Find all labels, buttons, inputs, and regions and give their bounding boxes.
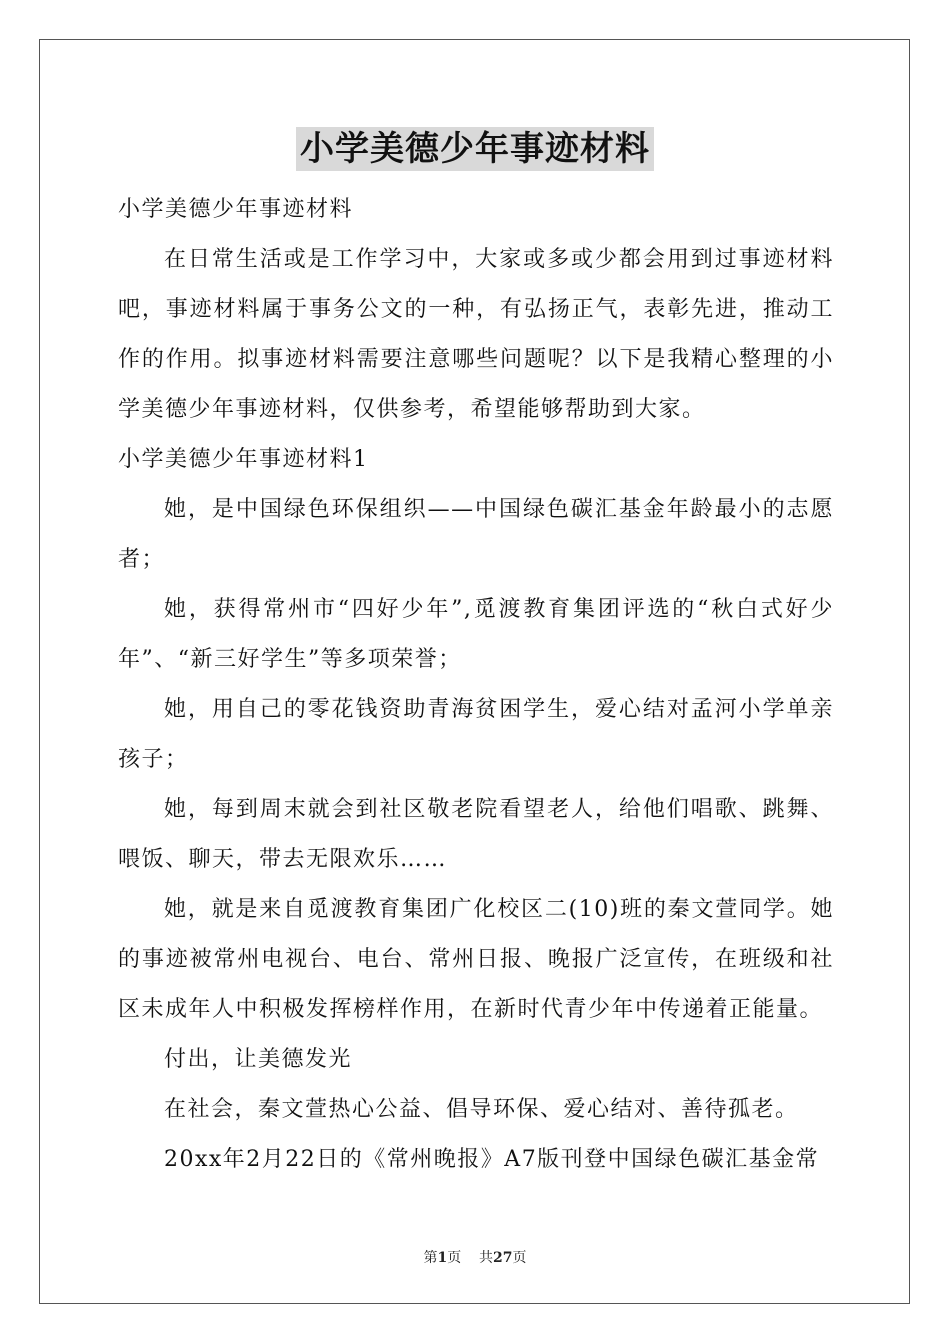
paragraph: 小学美德少年事迹材料 <box>118 197 354 222</box>
page-suffix: 页 <box>447 1250 462 1266</box>
title-wrap <box>0 127 950 171</box>
paragraph: 她，用自己的零花钱资助青海贫困学生，爱心结对孟河小学单亲孩子； <box>118 697 834 772</box>
paragraph: 她，就是来自觅渡教育集团广化校区二(10)班的秦文萱同学。她的事迹被常州电视台、电台、常州日报、晚报广泛宣传，在班级和社区未成年人中积极发挥榜样作用，在新时代青少年中传递着正能量。 <box>118 897 834 1022</box>
paragraph: 她，获得常州市“四好少年”,觅渡教育集团评选的“秋白式好少年”、“新三好学生”等多项荣誉； <box>118 597 834 672</box>
page-footer <box>0 1247 950 1267</box>
document-body <box>118 185 834 1185</box>
paragraph: 她，是中国绿色环保组织——中国绿色碳汇基金年龄最小的志愿者； <box>118 497 834 572</box>
total-prefix: 共 <box>479 1250 494 1266</box>
paragraph: 小学美德少年事迹材料1 <box>118 447 369 472</box>
total-pages: 27 <box>493 1250 513 1266</box>
page-number: 1 <box>437 1250 448 1266</box>
paragraph: 在日常生活或是工作学习中，大家或多或少都会用到过事迹材料吧，事迹材料属于事务公文的一种，有弘扬正气，表彰先进，推动工作的作用。拟事迹材料需要注意哪些问题呢？以下是我精心整理的小学美德少年事迹材料，仅供参考，希望能够帮助到大家。 <box>118 247 834 422</box>
paragraph: 付出，让美德发光 <box>164 1047 353 1072</box>
total-suffix: 页 <box>512 1250 527 1266</box>
paragraph: 她，每到周末就会到社区敬老院看望老人，给他们唱歌、跳舞、喂饭、聊天，带去无限欢乐…… <box>118 797 834 872</box>
document-title: 小学美德少年事迹材料 <box>296 127 654 171</box>
paragraph: 在社会，秦文萱热心公益、倡导环保、爱心结对、善待孤老。 <box>164 1097 799 1122</box>
paragraph: 20xx年2月22日的《常州晚报》A7版刊登中国绿色碳汇基金常 <box>164 1147 820 1172</box>
page-prefix: 第 <box>423 1250 438 1266</box>
